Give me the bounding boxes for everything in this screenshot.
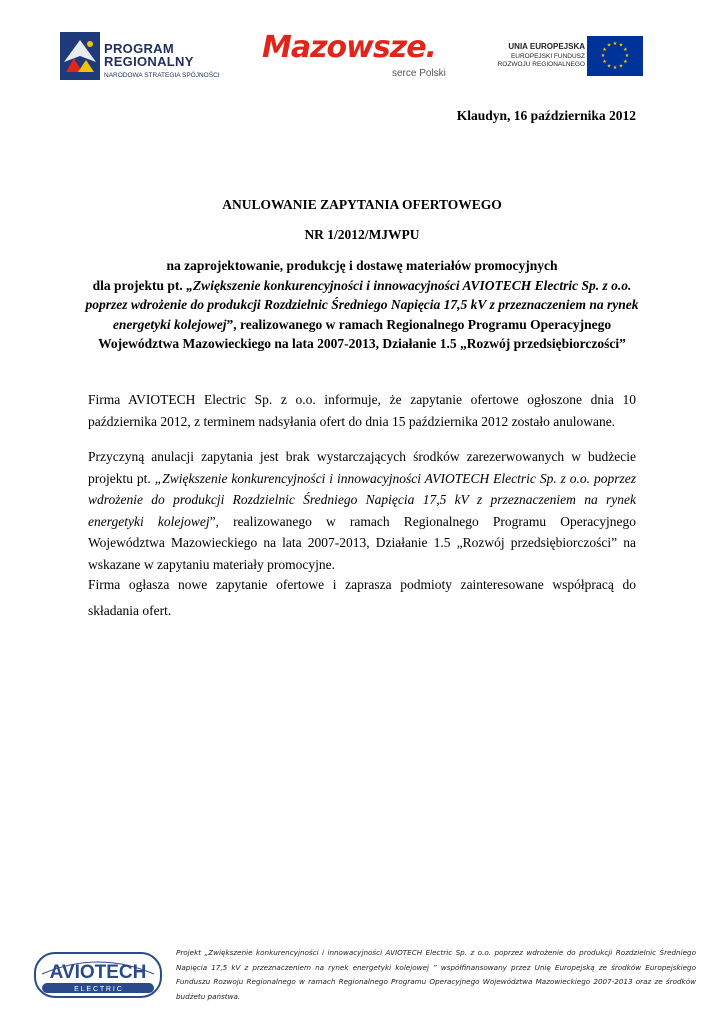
document-subject bbox=[80, 256, 644, 354]
program-logo-line3: NARODOWA STRATEGIA SPÓJNOŚCI bbox=[104, 72, 220, 79]
subject-suffix: ”, realizowanego w ramach Regionalnego Programu Operacyjnego Województwa Mazowieckiego na lata 2007-2013, Działanie 1.5 „Rozwój przedsiębiorczości” bbox=[98, 316, 626, 351]
subject-prefix: dla projektu pt. bbox=[92, 277, 187, 293]
svg-text:★: ★ bbox=[618, 42, 624, 49]
eu-logo-line1: UNIA EUROPEJSKA bbox=[508, 42, 585, 51]
mazowsze-logo bbox=[262, 30, 452, 85]
aviotech-subtitle: E L E C T R I C bbox=[74, 986, 122, 993]
eu-logo bbox=[478, 34, 643, 80]
reason-before: Przyczyną anulacji zapytania jest brak wystarczających środków zarezerwowanych w budżecie projektu pt. bbox=[88, 449, 636, 486]
subject-line1: na zaprojektowanie, produkcję i dostawę materiałów promocyjnych bbox=[166, 258, 558, 273]
svg-text:★: ★ bbox=[600, 53, 606, 59]
program-logo-line2: REGIONALNY bbox=[104, 54, 194, 69]
footer-project-note: Projekt „Zwiększenie konkurencyjności i innowacyjności AVIOTECH Electric Sp. z o.o. poprzez wdrożenie do produkcji Rozdzielnic Średniego Napięcia 17,5 kV z przeznaczeniem na rynek energetyki kolejowej ” współfinansowany przez Unię Europejską ze środków Europejskiego Funduszu Rozwoju Regionalnego w ramach Regionalnego Programu Operacyjnego Województwa Mazowieckiego 2007-2013 oraz ze środków budżetu państwa. bbox=[176, 948, 696, 1001]
svg-text:★: ★ bbox=[606, 63, 612, 70]
reason-project-name: „Zwiększenie konkurencyjności i innowacyjności AVIOTECH Electric Sp. z o.o. poprzez wdrożenie do produkcji Rozdzielnic Średniego Napięcia 17,5 kV z przeznaczeniem na rynek energetyki kolejowej bbox=[88, 470, 636, 529]
svg-text:★: ★ bbox=[623, 47, 628, 53]
mazowsze-wordmark: Mazowsze. bbox=[262, 30, 436, 65]
program-regionalny-logo bbox=[60, 28, 250, 88]
svg-text:★: ★ bbox=[602, 47, 607, 53]
svg-text:★: ★ bbox=[618, 63, 624, 70]
program-logo-line1: PROGRAM bbox=[104, 41, 174, 56]
paragraph-announcement: Firma AVIOTECH Electric Sp. z o.o. informuje, że zapytanie ofertowe ogłoszone dnia 10 października 2012, z terminem nadsyłania ofert do dnia 15 października 2012 zostało anulowane. bbox=[88, 392, 636, 429]
mazowsze-tagline: serce Polski bbox=[392, 68, 446, 79]
paragraph-new-inquiry: Firma ogłasza nowe zapytanie ofertowe i zaprasza podmioty zainteresowane współpracą do składania ofert. bbox=[88, 577, 636, 618]
svg-text:★: ★ bbox=[612, 41, 618, 47]
aviotech-wordmark: AVIOTECH bbox=[49, 962, 147, 983]
subject-project-name: „Zwiększenie konkurencyjności i innowacyjności AVIOTECH Electric Sp. z o.o. poprzez wdrożenie do produkcji Rozdzielnic Średniego Napięcia 17,5 kV z przeznaczeniem na rynek energetyki kolejowej bbox=[85, 277, 639, 332]
document-number: NR 1/2012/MJWPU bbox=[304, 227, 420, 242]
aviotech-logo bbox=[34, 952, 162, 998]
document-title: ANULOWANIE ZAPYTANIA OFERTOWEGO bbox=[222, 197, 502, 212]
paragraph-reason bbox=[88, 446, 636, 575]
eu-logo-line3: ROZWOJU REGIONALNEGO bbox=[497, 61, 585, 68]
svg-text:★: ★ bbox=[623, 59, 628, 65]
svg-text:★: ★ bbox=[606, 42, 612, 49]
eu-logo-line2: EUROPEJSKI FUNDUSZ bbox=[510, 53, 585, 60]
reason-after: ”, realizowanego w ramach Regionalnego Programu Operacyjnego Województwa Mazowieckiego na lata 2007-2013, Działanie 1.5 „Rozwój przedsiębiorczości” na wskazane w zapytaniu materiały promocyjne. bbox=[88, 513, 637, 572]
svg-text:★: ★ bbox=[602, 59, 607, 65]
document-date: Klaudyn, 16 października 2012 bbox=[456, 108, 636, 123]
svg-text:★: ★ bbox=[624, 53, 630, 59]
nss-emblem-icon bbox=[60, 32, 100, 80]
svg-text:★: ★ bbox=[612, 65, 618, 71]
eu-flag-icon bbox=[587, 36, 643, 76]
